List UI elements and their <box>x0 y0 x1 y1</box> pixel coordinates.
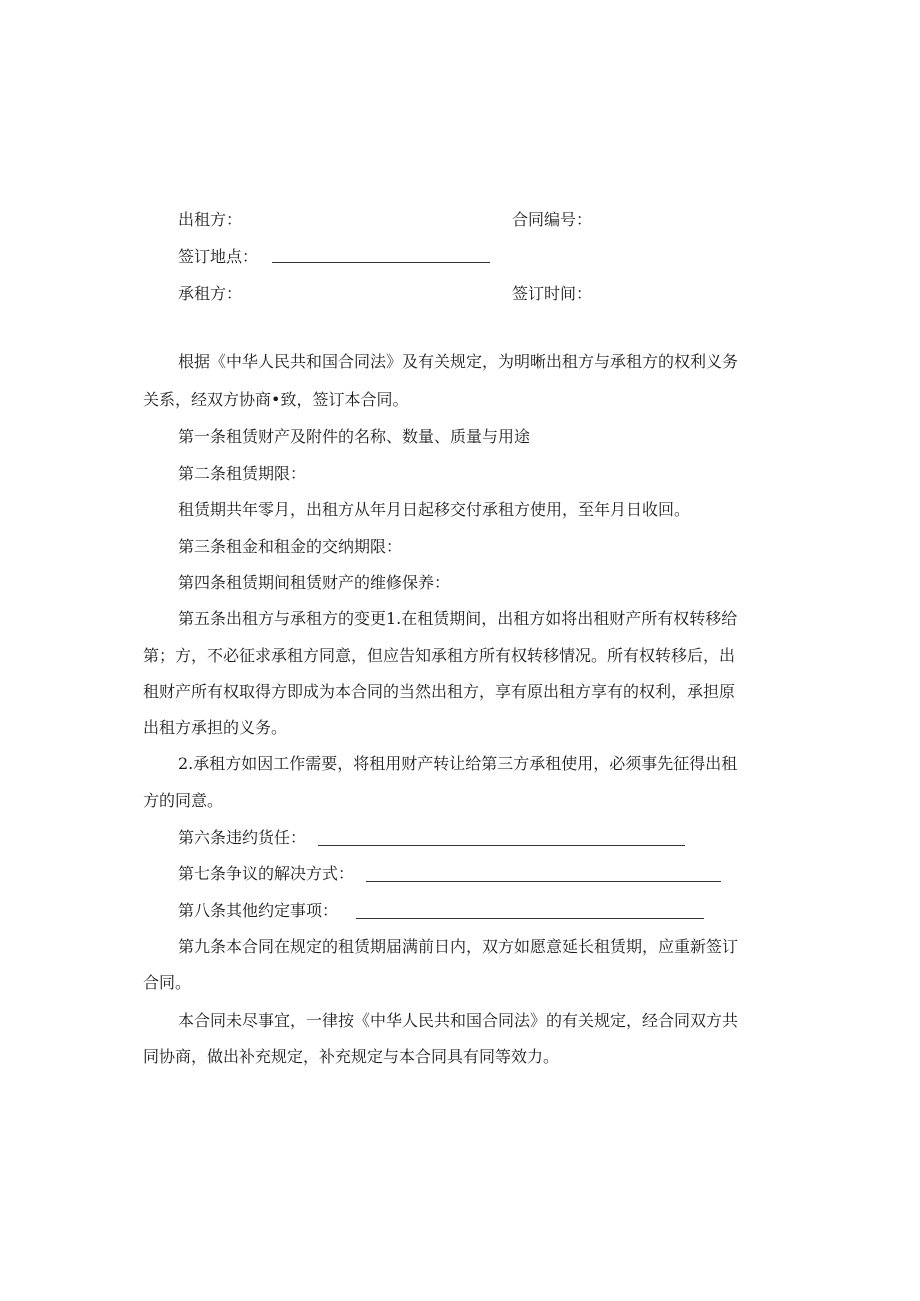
article-8: 第八条其他约定事项： <box>178 901 339 920</box>
article-6: 第六条违约货任： <box>178 828 307 847</box>
article-5-2-line-2: 方的同意。 <box>143 791 224 810</box>
final-line-1: 本合同未尽事宜，一律按《中华人民共和国合同法》的有关规定，经合同双方共 <box>178 1011 739 1030</box>
article-7-blank <box>366 881 721 882</box>
article-8-blank <box>356 918 704 919</box>
article-5-2-line-1: 2.承租方如因工作需要，将租用财产转让给第三方承租使用，必须事先征得出租 <box>178 754 738 773</box>
article-5-line-3: 租财产所有权取得方即成为本合同的当然出租方，享有原出租方享有的权利，承担原 <box>143 682 736 701</box>
sign-time-label: 签订时间： <box>512 284 593 303</box>
intro-line-2: 关系，经双方协商•致，签订本合同。 <box>143 390 409 409</box>
article-6-blank <box>318 845 685 846</box>
article-5-line-4: 出租方承担的义务。 <box>143 718 288 737</box>
lessee-label: 承租方： <box>178 284 243 303</box>
article-5-line-1: 第五条出租方与承租方的变更1.在租赁期间，出租方如将出租财产所有权转移给 <box>178 609 738 628</box>
article-9-line-2: 合同。 <box>143 973 192 992</box>
article-4: 第四条租赁期间租赁财产的维修保养： <box>178 573 451 592</box>
sign-place-label: 签订地点： <box>178 247 259 266</box>
article-9-line-1: 第九条本合同在规定的租赁期届满前日内，双方如愿意延长租赁期，应重新签订 <box>178 937 739 956</box>
article-5-line-2: 第；方，不必征求承租方同意，但应告知承租方所有权转移情况。所有权转移后，出 <box>143 646 736 665</box>
intro-line-1: 根据《中华人民共和国合同法》及有关规定，为明晰出租方与承租方的权利义务 <box>178 352 739 371</box>
article-2: 第二条租赁期限： <box>178 464 307 483</box>
article-3: 第三条租金和租金的交纳期限： <box>178 537 403 556</box>
sign-place-blank <box>272 262 490 263</box>
lessor-label: 出租方： <box>178 210 243 229</box>
article-2-text: 租赁期共年零月，出租方从年月日起移交付承租方使用，至年月日收回。 <box>178 500 691 519</box>
contract-no-label: 合同编号： <box>512 210 593 229</box>
article-7: 第七条争议的解决方式： <box>178 864 355 883</box>
article-1: 第一条租赁财产及附件的名称、数量、质量与用途 <box>178 427 531 446</box>
final-line-2: 同协商，做出补充规定，补充规定与本合同具有同等效力。 <box>143 1047 560 1066</box>
